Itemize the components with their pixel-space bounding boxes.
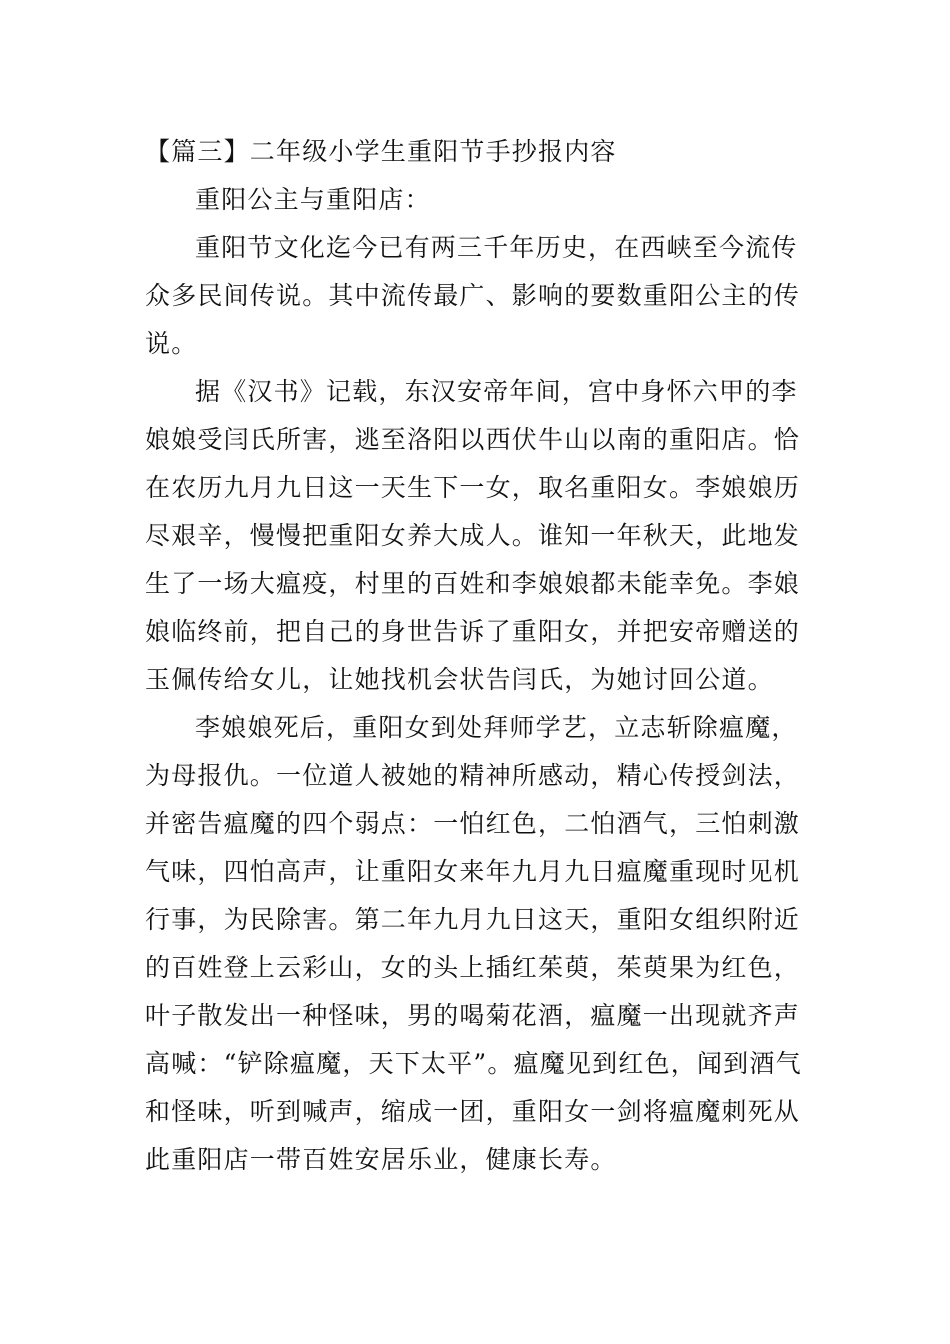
paragraph-3: 李娘娘死后，重阳女到处拜师学艺，立志斩除瘟魔，为母报仇。一位道人被她的精神所感动，精心传授剑法，并密告瘟魔的四个弱点：一怕红色，二怕酒气，三怕刺激气味，四怕高声，让重阳女来年九月九日瘟魔重现时见机行事，为民除害。第二年九月九日这天，重阳女组织附近的百姓登上云彩山，女的头上插红茱萸，茱萸果为红色，叶子散发出一种怪味，男的喝菊花酒，瘟魔一出现就齐声高喊：“铲除瘟魔，天下太平”。瘟魔见到红色，闻到酒气和怪味，听到喊声，缩成一团，重阳女一剑将瘟魔刺死从此重阳店一带百姓安居乐业，健康长寿。 (145, 713, 802, 1174)
document-title: 【篇三】二年级小学生重阳节手抄报内容 (145, 137, 617, 166)
paragraph-1: 重阳节文化迄今已有两三千年历史，在西峡至今流传众多民间传说。其中流传最广、影响的要数重阳公主的传说。 (145, 233, 801, 358)
section-subtitle: 重阳公主与重阳店： (195, 185, 431, 214)
document-body (145, 128, 810, 1184)
paragraph-2: 据《汉书》记载，东汉安帝年间，宫中身怀六甲的李娘娘受闫氏所害，逃至洛阳以西伏牛山以南的重阳店。恰在农历九月九日这一天生下一女，取名重阳女。李娘娘历尽艰辛，慢慢把重阳女养大成人。谁知一年秋天，此地发生了一场大瘟疫，村里的百姓和李娘娘都未能幸免。李娘娘临终前，把自己的身世告诉了重阳女，并把安帝赠送的玉佩传给女儿，让她找机会状告闫氏，为她讨回公道。 (145, 377, 801, 694)
